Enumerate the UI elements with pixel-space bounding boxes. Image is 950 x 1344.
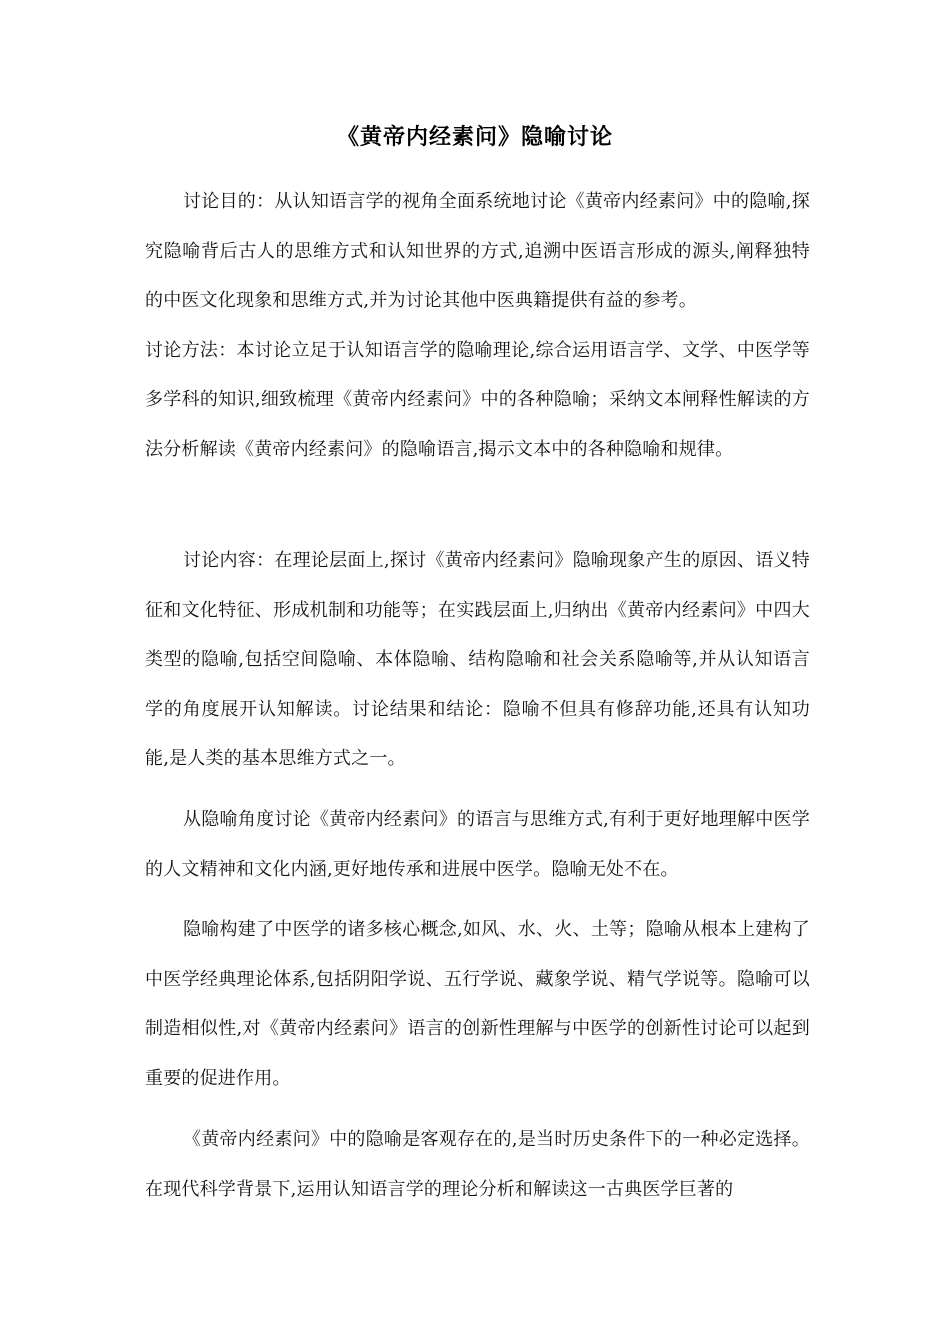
paragraph-concepts [145,905,810,1103]
paragraph-significance-text: 从隐喻角度讨论《黄帝内经素问》的语言与思维方式,有利于更好地理解中医学的人文精神和文化内涵,更好地传承和进展中医学。隐喻无处不在。 [145,809,810,880]
paragraph-content-text: 讨论内容：在理论层面上,探讨《黄帝内经素问》隐喻现象产生的原因、语义特征和文化特征、形成机制和功能等；在实践层面上,归纳出《黄帝内经素问》中四大类型的隐喻,包括空间隐喻、本体隐喻、结构隐喻和社会关系隐喻等,并从认知语言学的角度展开认知解读。讨论结果和结论：隐喻不但具有修辞功能,还具有认知功能,是人类的基本思维方式之一。 [145,550,810,769]
paragraph-method: 讨论方法：本讨论立足于认知语言学的隐喻理论,综合运用语言学、文学、中医学等多学科的知识,细致梳理《黄帝内经素问》中的各种隐喻；采纳文本闸释性解读的方法分析解读《黄帝内经素问》的隐喻语言,揭示文本中的各种隐喻和规律。 [145,339,810,460]
paragraph-significance [145,795,810,894]
document-title: 《黄帝内经素问》隐喻讨论 [336,125,613,150]
paragraph-purpose: 讨论目的：从认知语言学的视角全面系统地讨论《黄帝内经素问》中的隐喻,探究隐喻背后古人的思维方式和认知世界的方式,追溯中医语言形成的源头,阐释独特的中医文化现象和思维方式,并为讨论其他中医典籍提供有益的参考。 [145,191,810,311]
paragraph-conclusion-text: 《黄帝内经素问》中的隐喻是客观存在的,是当时历史条件下的一种必定选择。在现代科学背景下,运用认知语言学的理论分析和解读这一古典医学巨著的 [145,1129,810,1200]
paragraph-content [145,536,810,784]
paragraph-concepts-text: 隐喻构建了中医学的诸多核心概念,如风、水、火、土等；隐喻从根本上建构了中医学经典理论体系,包括阴阳学说、五行学说、藏象学说、精气学说等。隐喻可以制造相似性,对《黄帝内经素问》语言的创新性理解与中医学的创新性讨论可以起到重要的促进作用。 [145,919,810,1089]
paragraph-purpose-method [145,177,810,474]
paragraph-conclusion [145,1115,810,1214]
